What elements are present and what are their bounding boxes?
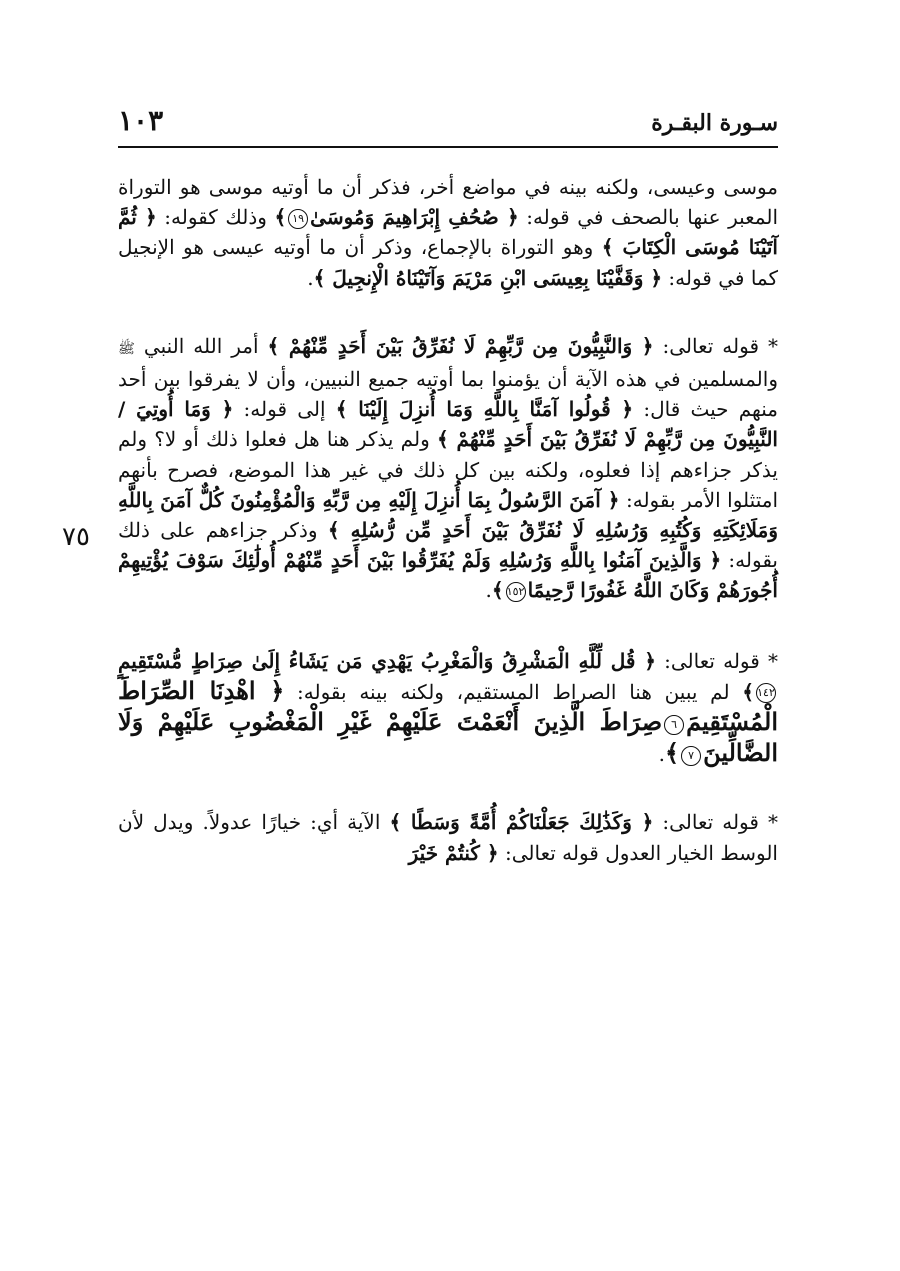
star-marker: * [759, 648, 779, 673]
page-header [118, 100, 778, 148]
quran-quote: ﴿ قُل لِّلَّهِ الْمَشْرِقُ وَالْمَغْرِبُ يَهْدِي مَن يَشَاءُ إِلَىٰ صِرَاطٍ مُّسْتَقِيمٍ [118, 648, 656, 673]
quran-quote: ﴿ وَكَذَٰلِكَ جَعَلْنَاكُمْ أُمَّةً وَسَطًا ﴾ [389, 810, 654, 835]
paragraph-3 [118, 646, 778, 770]
surah-title: سـورة البقـرة [651, 110, 778, 136]
text-span: قوله تعالى: [655, 648, 760, 673]
quran-quote: ﴿ وَالَّذِينَ آمَنُوا بِاللَّهِ وَرُسُلِهِ وَلَمْ يُفَرِّقُوا بَيْنَ أَحَدٍ مِّنْهُمْ أُولَٰئِكَ سَوْفَ يُؤْتِيهِمْ أُجُورَهُمْ وَكَانَ اللَّهُ غَفُورًا رَّحِيمًا [118, 548, 778, 603]
quran-bracket: ﴾ [742, 679, 754, 704]
quran-quote: ﴿ آمَنَ الرَّسُولُ بِمَا أُنزِلَ إِلَيْهِ مِن رَّبِّهِ وَالْمُؤْمِنُونَ كُلٌّ آمَنَ بِاللَّهِ وَمَلَائِكَتِهِ وَكُتُبِهِ وَرُسُلِهِ لَا نُفَرِّقُ بَيْنَ أَحَدٍ مِّن رُّسُلِهِ ﴾ [118, 487, 778, 543]
text-span: إلى قوله: [233, 397, 336, 422]
text-span: الآية أي: خيارًا عدولاً. ويدل لأن الوسط الخيار العدول قوله تعالى: [118, 810, 778, 865]
quran-quote: ﴿ وَالنَّبِيُّونَ مِن رَّبِّهِمْ لَا نُفَرِّقُ بَيْنَ أَحَدٍ مِّنْهُمْ ﴾ [267, 333, 654, 358]
text-span: قوله تعالى: [653, 810, 759, 835]
text-span: . [307, 265, 314, 290]
ayah-number: ٦ [664, 715, 684, 735]
paragraph-1 [118, 172, 778, 293]
paragraph-2 [118, 331, 778, 606]
text-span: قوله تعالى: [653, 333, 760, 358]
text-span: والمسلمين في هذه الآية أن يؤمنوا بما أوتيه جميع النبيين، وأن لا يفرقوا بين أحد منهم حيث قال: [118, 367, 778, 422]
quran-quote: صِرَاطَ الَّذِينَ أَنْعَمْتَ عَلَيْهِمْ غَيْرِ الْمَغْضُوبِ عَلَيْهِمْ وَلَا الضَّالِّينَ [118, 707, 778, 768]
text-span: موسى وعيسى، ولكنه بينه في مواضع أخر، فذكر أن ما أوتيه موسى هو التوراة المعبر عنها بالصحف في قوله: [118, 175, 778, 230]
text-span: وهو التوراة بالإجماع، وذكر أن ما أوتيه عيسى هو الإنجيل كما في قوله: [118, 235, 778, 290]
page-number: ١٠٣ [118, 104, 164, 137]
quran-quote: ﴿ ثُمَّ آتَيْنَا مُوسَى الْكِتَابَ ﴾ [118, 205, 778, 260]
quran-quote: ﴿ قُولُوا آمَنَّا بِاللَّهِ وَمَا أُنزِلَ إِلَيْنَا ﴾ [335, 397, 634, 422]
quran-bracket: ﴾ [274, 205, 287, 230]
text-span: وذلك كقوله: [156, 205, 275, 230]
ayah-number: ١٥٢ [506, 582, 526, 602]
text-span: . [485, 578, 492, 603]
ayah-number: ٧ [681, 746, 701, 766]
text-span: وذكر جزاءهم على ذلك بقوله: [118, 518, 778, 573]
quran-quote: ﴿ صُحُفِ إِبْرَاهِيمَ وَمُوسَىٰ [310, 205, 519, 230]
ayah-number: ١٩ [288, 209, 308, 229]
quran-quote: ﴿ وَمَا أُوتِيَ / النَّبِيُّونَ مِن رَّبِّهِمْ لَا نُفَرِّقُ بَيْنَ أَحَدٍ مِّنْهُمْ ﴾ [118, 397, 778, 452]
ayah-number: ١٤٢ [756, 683, 776, 703]
salutation-glyph: ﷺ [118, 340, 135, 357]
paragraph-4 [118, 807, 778, 867]
margin-page-reference: ٧٥ [62, 522, 90, 552]
text-span: أمر الله النبي [134, 333, 268, 358]
body-text [118, 172, 778, 868]
quran-quote: ﴿ وَقَفَّيْنَا بِعِيسَى ابْنِ مَرْيَمَ وَآتَيْنَاهُ الْإِنجِيلَ ﴾ [313, 265, 663, 290]
quran-bracket: ﴾ [491, 578, 504, 603]
star-marker: * [758, 810, 779, 835]
quran-quote: ﴿ كُنتُمْ خَيْرَ [408, 840, 499, 865]
quran-quote: ﴿ اهْدِنَا الصِّرَاطَ الْمُسْتَقِيمَ [118, 675, 778, 737]
text-span: لم يبين هنا الصراط المستقيم، ولكنه بينه بقوله: [284, 679, 743, 704]
text-span: ولم يذكر هنا هل فعلوا ذلك أو لا؟ ولم يذكر جزاءهم إذا فعلوه، ولكنه بين كل ذلك في غير هذا الموضع، فصرح بأنهم امتثلوا الأمر بقوله: [118, 427, 779, 512]
quran-bracket: ﴾ [665, 738, 680, 768]
text-span: . [658, 742, 665, 767]
star-marker: * [759, 333, 778, 358]
